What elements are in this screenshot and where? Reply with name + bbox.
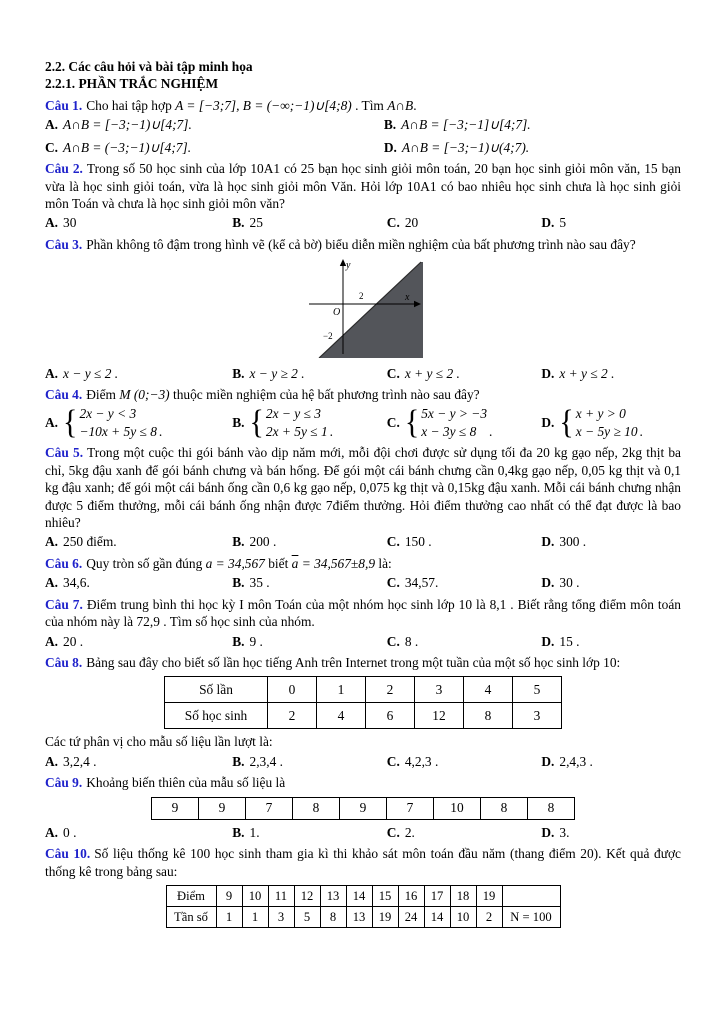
option-letter: B. [232, 824, 245, 840]
option-letter: A. [45, 575, 59, 591]
question-text-part: là: [375, 555, 392, 571]
question-7-options [45, 633, 681, 650]
option-value: A∩B = [−3;−1]∪[4;7]. [401, 117, 531, 133]
system-lines [576, 405, 638, 440]
system-period: . [158, 423, 163, 439]
question-1-option-c [45, 139, 378, 156]
question-9-option-d [541, 824, 681, 841]
option-value: 20 [404, 215, 419, 231]
question-6 [45, 555, 681, 592]
option-value: 34,6. [63, 575, 90, 591]
question-5-option-b [232, 533, 381, 550]
question-text-part: Trong số 50 học sinh của lớp 10A1 có 25 bạn học sinh giỏi môn toán, 20 bạn học sinh giỏi môn văn, 15 bạn vừa là học sinh giỏi toán, vừa là học sinh giỏi môn Văn. Hỏi lớp 10A1 có bao nhiêu học sinh chưa là học sinh giỏi môn Toán và chưa là học sinh giỏi môn văn? [45, 161, 681, 211]
option-value: A∩B = (−3;−1)∪[4;7]. [63, 139, 192, 155]
system-line-1: 2x − y < 3 [79, 406, 137, 422]
table-cell: 18 [450, 885, 476, 906]
system-period: . [329, 423, 334, 439]
option-letter: D. [541, 415, 555, 431]
table-cell: 6 [366, 703, 415, 729]
q3-graph-svg [303, 256, 423, 358]
option-value: 3,2,4 . [63, 753, 97, 769]
option-value: 30 . [559, 575, 580, 591]
question-7-option-b [232, 633, 381, 650]
option-value: 300 . [559, 534, 587, 550]
table-cell: 4 [317, 703, 366, 729]
question-10-text [45, 845, 681, 880]
table-cell: 12 [294, 885, 320, 906]
option-letter: B. [232, 575, 245, 591]
option-value: 4,2,3 . [404, 753, 439, 769]
question-5-text [45, 444, 681, 531]
question-8-label: Câu 8. [45, 654, 83, 670]
option-value: A∩B = [−3;−1)∪(4;7). [401, 139, 530, 155]
question-10-label: Câu 10. [45, 846, 91, 862]
table-cell: 19 [372, 906, 398, 927]
a-bar-math: $\overline{a}$ [291, 555, 299, 571]
question-1-option-a [45, 116, 378, 133]
option-value: 9 . [249, 633, 263, 649]
question-text-part: Điểm [86, 387, 120, 403]
table-row [166, 906, 560, 927]
x-intercept-label: 2 [359, 291, 364, 302]
question-9-option-b [232, 824, 381, 841]
table-cell: 14 [424, 906, 450, 927]
question-text-part: Trong một cuộc thi gói bánh vào dịp năm mới, mỗi đội chơi được sử dụng tối đa 20 kg gạo nếp, 2kg thịt ba chỉ, 5kg đậu xanh để gói bánh chưng và bán hống. Để gói một cái bánh chưng cần 0,4kg gạo nếp, 0,05 kg thịt và 0,1 kg đậu xanh; để gói một cái bánh ống cần 0,6 kg gạo nếp, 0,075 kg thịt và 0,15kg đậu xanh. Mỗi cái bánh chưng nhận được 5 điểm thưởng, mỗi cái bánh ống nhận được 7điểm thưởng. Hỏi điểm thưởng cao nhất có thể đạt được là bao nhiêu? [45, 445, 681, 531]
y-axis-label: y [346, 260, 351, 272]
table-cell: 5 [294, 906, 320, 927]
system-lines [79, 405, 156, 440]
table-row [165, 703, 562, 729]
table-cell: Tần số [166, 906, 216, 927]
table-row [166, 885, 560, 906]
option-value: 2. [404, 824, 415, 840]
question-text-part: Điểm trung bình thi học kỳ I môn Toán của một nhóm học sinh lớp 10 là 8,1 . Biết rằng tổng điểm môn toán của nhóm này là 72,9 . Tìm số học sinh của nhóm. [45, 596, 681, 630]
question-4-option-d [541, 405, 681, 440]
table-cell: 11 [268, 885, 294, 906]
table-cell: 5 [513, 677, 562, 703]
table-cell: 10 [450, 906, 476, 927]
question-text-part: Số liệu thống kê 100 học sinh tham gia kì thi khảo sát môn toán đầu năm (thang điểm 20). Kết quả được thống kê trong bảng sau: [45, 846, 682, 879]
question-9 [45, 774, 681, 841]
table-row [165, 677, 562, 703]
question-2-text [45, 160, 681, 212]
system-line-1: 2x − y ≤ 3 [265, 406, 321, 422]
option-value: 34,57. [404, 575, 439, 591]
option-value: x + y ≤ 2 . [404, 365, 460, 381]
question-3-text [45, 236, 681, 253]
question-text-part: thuộc miền nghiệm của hệ bất phương trình nào sau đây? [169, 387, 480, 403]
table-cell: 9 [340, 797, 387, 819]
option-letter: D. [541, 633, 555, 649]
question-4-text [45, 386, 681, 403]
question-1-option-b [384, 116, 681, 133]
question-7 [45, 596, 681, 650]
question-7-option-a [45, 633, 226, 650]
question-3-option-d [541, 365, 681, 382]
question-4-option-c [387, 405, 536, 440]
question-2-option-d [541, 214, 681, 231]
question-text-part: biết [264, 555, 292, 571]
option-letter: C. [386, 753, 400, 769]
option-value: 8 . [404, 633, 419, 649]
table-cell: 1 [242, 906, 268, 927]
table-cell: 3 [268, 906, 294, 927]
table-cell: 3 [415, 677, 464, 703]
question-7-text [45, 596, 681, 631]
question-4 [45, 386, 681, 440]
q3-graph-figure [303, 256, 423, 362]
table-cell: 8 [293, 797, 340, 819]
table-cell: 2 [366, 677, 415, 703]
option-value: x − y ≥ 2 . [249, 365, 305, 381]
option-letter: D. [541, 753, 555, 769]
table-cell: 7 [246, 797, 293, 819]
option-letter: A. [45, 753, 59, 769]
table-cell [502, 885, 560, 906]
table-cell: 7 [387, 797, 434, 819]
system-line-2: −10x + 5y ≤ 8 [79, 423, 157, 439]
q10-table-wrap [45, 885, 681, 928]
option-letter: B. [232, 753, 245, 769]
question-4-option-a [45, 405, 226, 440]
table-cell: Số lần [165, 677, 268, 703]
question-2-option-a [45, 214, 226, 231]
option-letter: C. [386, 415, 400, 431]
option-value: A∩B = [−3;−1)∪[4;7]. [63, 117, 192, 133]
brace-icon: { [249, 403, 264, 441]
question-9-label: Câu 9. [45, 775, 83, 791]
table-cell: 8 [320, 906, 346, 927]
table-cell: 1 [216, 906, 242, 927]
system-line-2: x − 5y ≥ 10 [575, 423, 638, 439]
option-value: 2,3,4 . [249, 753, 283, 769]
option-value: 35 . [249, 575, 270, 591]
option-letter: A. [45, 415, 59, 431]
question-1-label: Câu 1. [45, 97, 83, 113]
question-5 [45, 444, 681, 551]
system-period: . [489, 423, 493, 439]
option-value: 200 . [249, 534, 277, 550]
question-5-options [45, 533, 681, 550]
table-cell: 12 [415, 703, 464, 729]
question-8-text-2: Các tứ phân vị cho mẫu số liệu lần lượt là: [45, 734, 273, 750]
question-5-option-a [45, 533, 226, 550]
question-8-option-c [387, 753, 536, 770]
question-text-part: Cho hai tập hợp [86, 97, 176, 113]
q8-table-wrap [45, 676, 681, 729]
option-letter: A. [45, 633, 59, 649]
option-value: 2,4,3 . [559, 753, 593, 769]
option-value: 25 [249, 215, 263, 231]
question-8-option-a [45, 753, 226, 770]
question-8-options [45, 753, 681, 770]
q9-table-wrap [45, 797, 681, 820]
option-value: x − y ≤ 2 . [63, 365, 119, 381]
question-6-option-a [45, 574, 226, 591]
question-7-label: Câu 7. [45, 596, 83, 612]
question-5-option-d [541, 533, 681, 550]
table-cell: Điểm [166, 885, 216, 906]
table-cell: 9 [199, 797, 246, 819]
option-letter: B. [232, 365, 245, 381]
question-8 [45, 654, 681, 770]
y-intercept-label: −2 [323, 331, 333, 342]
table-cell: 4 [464, 677, 513, 703]
option-letter: A. [45, 215, 59, 231]
system-line-2: 2x + 5y ≤ 1 [265, 423, 328, 439]
option-letter: C. [386, 215, 400, 231]
option-letter: A. [45, 365, 59, 381]
question-1-text [45, 97, 681, 114]
x-axis-label: x [405, 292, 410, 304]
question-3-option-b [232, 365, 381, 382]
system-line-1: x + y > 0 [575, 406, 626, 422]
option-value: 250 điểm. [63, 534, 117, 550]
question-2-option-b [232, 214, 381, 231]
question-6-options [45, 574, 681, 591]
question-5-label: Câu 5. [45, 445, 84, 461]
option-letter: B. [383, 117, 397, 133]
system-line-1: 5x − y > −3 [421, 406, 488, 422]
question-6-option-d [541, 574, 681, 591]
table-cell: 8 [464, 703, 513, 729]
question-text-part: . Tìm [351, 97, 388, 113]
option-value: 3. [559, 824, 570, 840]
option-letter: D. [541, 575, 555, 591]
question-3-option-a [45, 365, 226, 382]
option-value: 20 . [63, 633, 84, 649]
option-letter: C. [386, 365, 400, 381]
question-8-option-b [232, 753, 381, 770]
question-4-options [45, 405, 681, 440]
question-1 [45, 97, 681, 156]
question-2-option-c [387, 214, 536, 231]
origin-label: O [333, 307, 341, 319]
brace-icon: { [559, 403, 574, 441]
table-cell: 8 [481, 797, 528, 819]
question-4-label: Câu 4. [45, 387, 83, 403]
question-9-option-a [45, 824, 226, 841]
question-text-part: Bảng sau đây cho biết số lần học tiếng Anh trên Internet trong một tuần của một số học sinh lớp 10: [86, 654, 621, 670]
table-cell: 0 [268, 677, 317, 703]
table-cell: 9 [152, 797, 199, 819]
system-lines [421, 405, 487, 440]
question-9-text [45, 774, 681, 791]
option-letter: C. [386, 534, 400, 550]
option-value: x + y ≤ 2 . [559, 365, 615, 381]
table-row [152, 797, 575, 819]
option-letter: B. [232, 415, 245, 431]
option-letter: B. [232, 534, 245, 550]
system-period: . [639, 423, 643, 439]
table-cell: 8 [528, 797, 575, 819]
option-letter: D. [541, 534, 555, 550]
system-lines [266, 405, 328, 440]
option-letter: B. [232, 215, 245, 231]
question-3 [45, 236, 681, 382]
table-cell: N = 100 [502, 906, 560, 927]
table-cell: 10 [242, 885, 268, 906]
table-cell: 16 [398, 885, 424, 906]
option-letter: C. [386, 575, 400, 591]
table-cell: 24 [398, 906, 424, 927]
question-8-option-d [541, 753, 681, 770]
question-text-part: Quy tròn số gần đúng [86, 555, 206, 571]
brace-icon: { [404, 403, 420, 441]
question-10 [45, 845, 681, 928]
question-7-option-c [387, 633, 536, 650]
question-6-text [45, 555, 681, 572]
question-9-options [45, 824, 681, 841]
option-letter: A. [45, 824, 59, 840]
option-letter: D. [541, 215, 555, 231]
option-value: 5 [559, 215, 567, 231]
question-5-option-c [387, 533, 536, 550]
question-math: M (0;−3) [119, 387, 170, 403]
table-cell: 2 [476, 906, 502, 927]
table-cell: 13 [320, 885, 346, 906]
table-cell: 3 [513, 703, 562, 729]
question-text-part: Khoảng biến thiên của mẫu số liệu là [86, 775, 286, 791]
table-cell: 17 [424, 885, 450, 906]
option-letter: C. [386, 824, 400, 840]
question-1-option-d [384, 139, 681, 156]
question-text-part: . [413, 97, 417, 113]
question-math: A∩B [387, 97, 414, 113]
option-letter: C. [386, 633, 400, 649]
option-letter: D. [541, 365, 555, 381]
option-value: 0 . [63, 824, 77, 840]
q8-table [164, 676, 562, 729]
question-3-options [45, 365, 681, 382]
q10-table [166, 885, 561, 928]
table-cell: 19 [476, 885, 502, 906]
question-math: a = 34,567 [205, 555, 265, 571]
question-text-part: Phần không tô đậm trong hình vẽ (kể cả bờ) biểu diễn miền nghiệm của bất phương trình nào sau đây? [86, 236, 636, 252]
question-2-options [45, 214, 681, 231]
system-line-2: x − 3y ≤ 8 [421, 423, 477, 439]
option-letter: D. [541, 824, 555, 840]
question-8-text [45, 654, 681, 671]
option-letter: D. [383, 139, 397, 155]
question-3-label: Câu 3. [45, 236, 83, 252]
question-9-option-c [387, 824, 536, 841]
option-value: 150 . [404, 534, 432, 550]
subsection-heading: 2.2.1. PHẦN TRẮC NGHIỆM [45, 76, 219, 92]
question-2 [45, 160, 681, 232]
section-heading: 2.2. Các câu hỏi và bài tập minh họa [45, 59, 253, 74]
option-value: 15 . [559, 633, 580, 649]
question-6-option-c [387, 574, 536, 591]
question-3-option-c [387, 365, 536, 382]
table-cell: 10 [434, 797, 481, 819]
question-6-label: Câu 6. [45, 555, 83, 571]
table-cell: 9 [216, 885, 242, 906]
question-4-option-b [232, 405, 381, 440]
question-math: = 34,567±8,9 [298, 555, 376, 571]
option-letter: A. [45, 534, 59, 550]
option-letter: A. [45, 117, 59, 133]
brace-icon: { [63, 403, 78, 441]
question-7-option-d [541, 633, 681, 650]
table-cell: 14 [346, 885, 372, 906]
option-value: 1. [249, 824, 260, 840]
q9-table [151, 797, 575, 820]
option-value: 30 [63, 215, 77, 231]
question-2-label: Câu 2. [45, 161, 83, 177]
option-letter: C. [45, 139, 59, 155]
question-1-options [45, 116, 681, 156]
option-letter: B. [232, 633, 245, 649]
table-cell: 1 [317, 677, 366, 703]
table-cell: 15 [372, 885, 398, 906]
question-math: A = [−3;7], B = (−∞;−1)∪[4;8) [175, 97, 352, 113]
table-cell: Số học sinh [165, 703, 268, 729]
question-6-option-b [232, 574, 381, 591]
table-cell: 2 [268, 703, 317, 729]
table-cell: 13 [346, 906, 372, 927]
